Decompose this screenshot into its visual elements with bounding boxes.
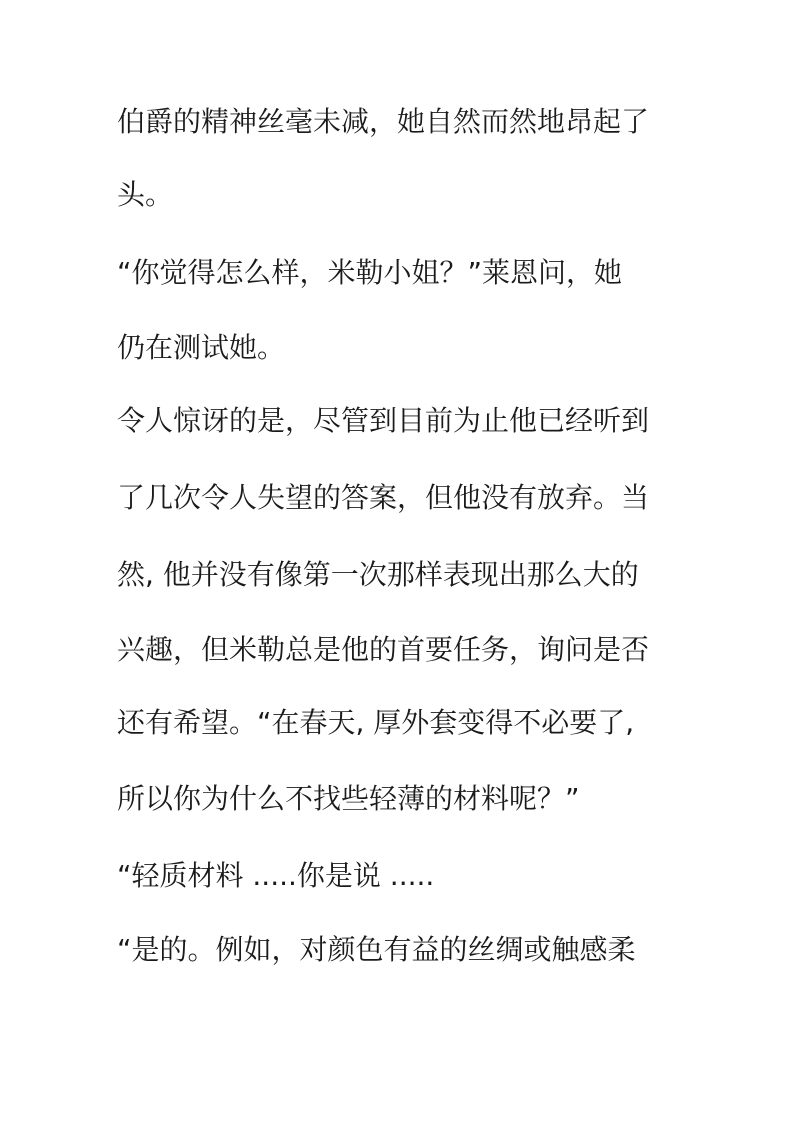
text-line: 头。 [117,178,174,211]
text-line: 还有希望。“在春天, 厚外套变得不必要了, [117,706,635,739]
text-line: 仍在测试她。 [117,331,286,364]
text-line: “是的。例如，对颜色有益的丝绸或触感柔 [117,933,636,966]
text-line: 了几次令人失望的答案，但他没有放弃。当 [117,481,650,514]
text-line: 令人惊讶的是，尽管到目前为止他已经听到 [117,404,650,437]
text-line: “轻质材料 .....你是说 ..... [117,859,435,892]
text-line: 兴趣，但米勒总是他的首要任务，询问是否 [117,633,650,666]
text-line: 伯爵的精神丝毫未减，她自然而然地昂起了 [117,105,650,138]
text-line: “你觉得怎么样，米勒小姐？”莱恩问，她 [117,256,623,289]
text-line: 所以你为什么不找些轻薄的材料呢？” [117,782,580,815]
text-line: 然, 他并没有像第一次那样表现出那么大的 [117,558,639,591]
